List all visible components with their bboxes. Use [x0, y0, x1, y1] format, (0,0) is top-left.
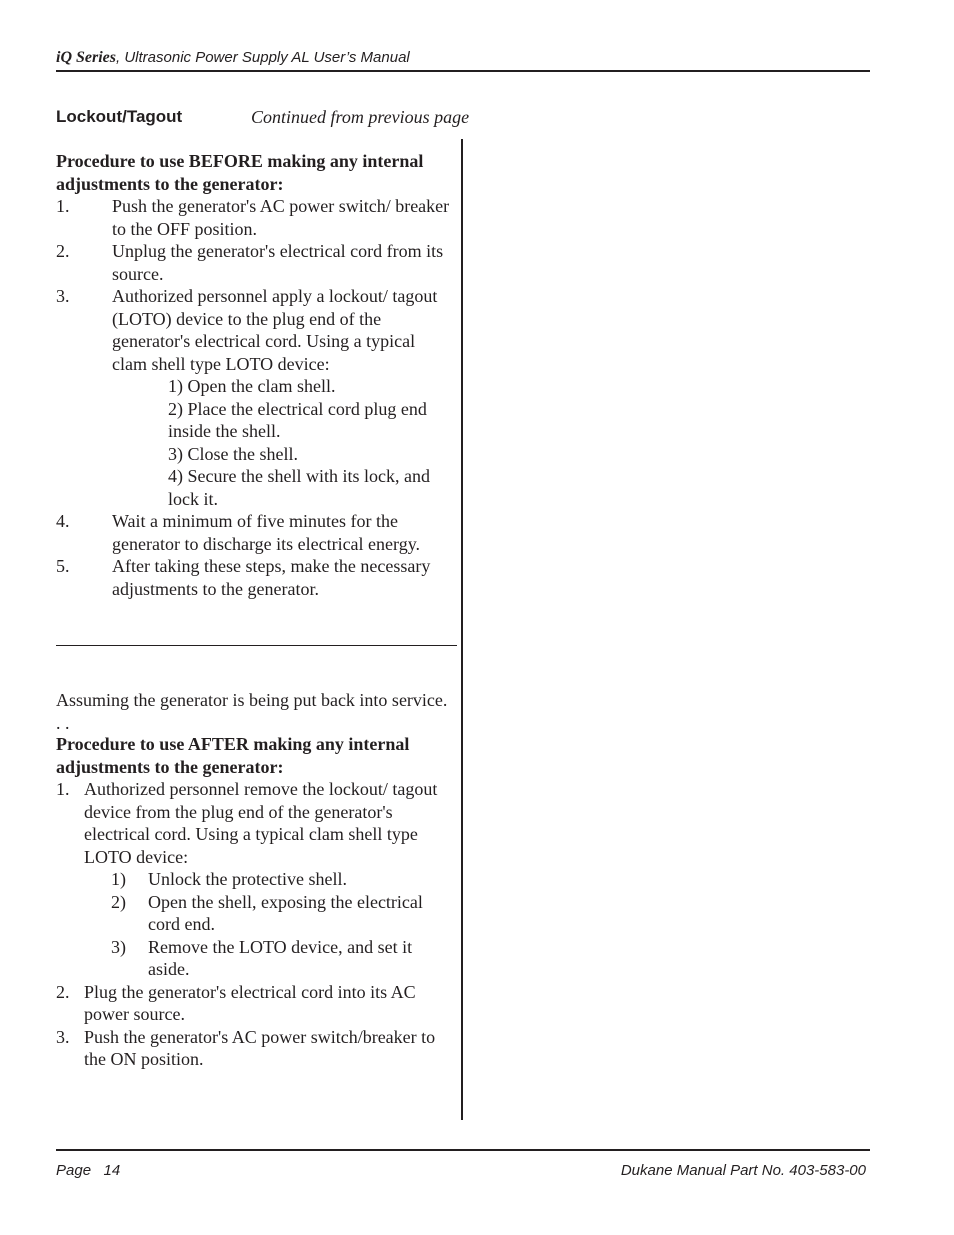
- step-text: Plug the generator's electrical cord into its AC power source.: [84, 981, 416, 1024]
- substep-item: 4) Secure the shell with its lock, and lock it.: [168, 466, 430, 509]
- page-number: Page 14: [56, 1162, 121, 1179]
- substep-text: Unlock the protective shell.: [148, 869, 347, 889]
- header-rule: [56, 70, 870, 72]
- substep-item: 2) Place the electrical cord plug end inside the shell.: [168, 398, 427, 441]
- step-number: 2.: [56, 241, 70, 261]
- substep-item: 1) Open the clam shell.: [168, 376, 336, 396]
- substep-item: [56, 868, 448, 891]
- section-title: Lockout/Tagout: [56, 107, 183, 126]
- section-divider: [56, 645, 457, 646]
- substep-number: 2): [111, 891, 126, 912]
- step-text: After taking these steps, make the necessary adjustments to the generator.: [112, 556, 431, 599]
- header-title: , Ultrasonic Power Supply AL User’s Manual: [116, 49, 410, 66]
- running-header: [56, 49, 410, 67]
- continued-note: Continued from previous page: [251, 107, 470, 127]
- step-text: Push the generator's AC power switch/ breaker to the OFF position.: [112, 196, 450, 239]
- list-item: [56, 555, 452, 600]
- step-text: Push the generator's AC power switch/breaker to the ON position.: [84, 1026, 436, 1069]
- step-text: Unplug the generator's electrical cord from its source.: [112, 241, 444, 284]
- list-item: [56, 510, 452, 555]
- step-number: 1.: [56, 196, 70, 216]
- before-procedure-heading: Procedure to use BEFORE making any internal adjustments to the generator:: [56, 151, 424, 194]
- step-number: 3.: [56, 1026, 70, 1047]
- substep-text: Open the shell, exposing the electrical cord end.: [148, 891, 423, 934]
- list-item: [56, 778, 446, 868]
- list-item: [56, 195, 452, 240]
- header-series: iQ Series: [56, 49, 116, 66]
- step-text: Authorized personnel remove the lockout/ tagout device from the plug end of the generator's electrical cord. Using a typical clam shell type LOTO device:: [84, 779, 438, 867]
- substep-item: [56, 936, 438, 981]
- step-number: 1.: [56, 779, 70, 799]
- step-text: Wait a minimum of five minutes for the generator to discharge its electrical energy.: [112, 511, 421, 554]
- step-text: Authorized personnel apply a lockout/ tagout (LOTO) device to the plug end of the generator's electrical cord. Using a typical clam shell type LOTO device:: [112, 286, 438, 374]
- after-intro: Assuming the generator is being put back into service. . .: [56, 690, 448, 733]
- after-steps-list: [56, 778, 456, 1071]
- list-item: [56, 240, 452, 285]
- substep-number: 1): [111, 869, 126, 889]
- step-number: 2.: [56, 981, 70, 1002]
- manual-part-number: Dukane Manual Part No. 403-583-00: [620, 1162, 866, 1179]
- substep-item: 3) Close the shell.: [168, 443, 298, 464]
- list-item: [56, 981, 446, 1026]
- footer-rule: [56, 1149, 870, 1151]
- step-number: 4.: [56, 511, 70, 531]
- step-number: 5.: [56, 556, 70, 576]
- list-item: [56, 285, 447, 375]
- step-number: 3.: [56, 286, 70, 306]
- substep-text: Remove the LOTO device, and set it aside.: [148, 936, 413, 979]
- list-item: [56, 1026, 446, 1071]
- column-divider: [461, 139, 463, 1120]
- after-procedure-heading: Procedure to use AFTER making any internal adjustments to the generator:: [56, 734, 410, 777]
- substep-number: 3): [111, 936, 126, 957]
- before-steps-list: [56, 195, 456, 600]
- substep-item: [56, 891, 448, 936]
